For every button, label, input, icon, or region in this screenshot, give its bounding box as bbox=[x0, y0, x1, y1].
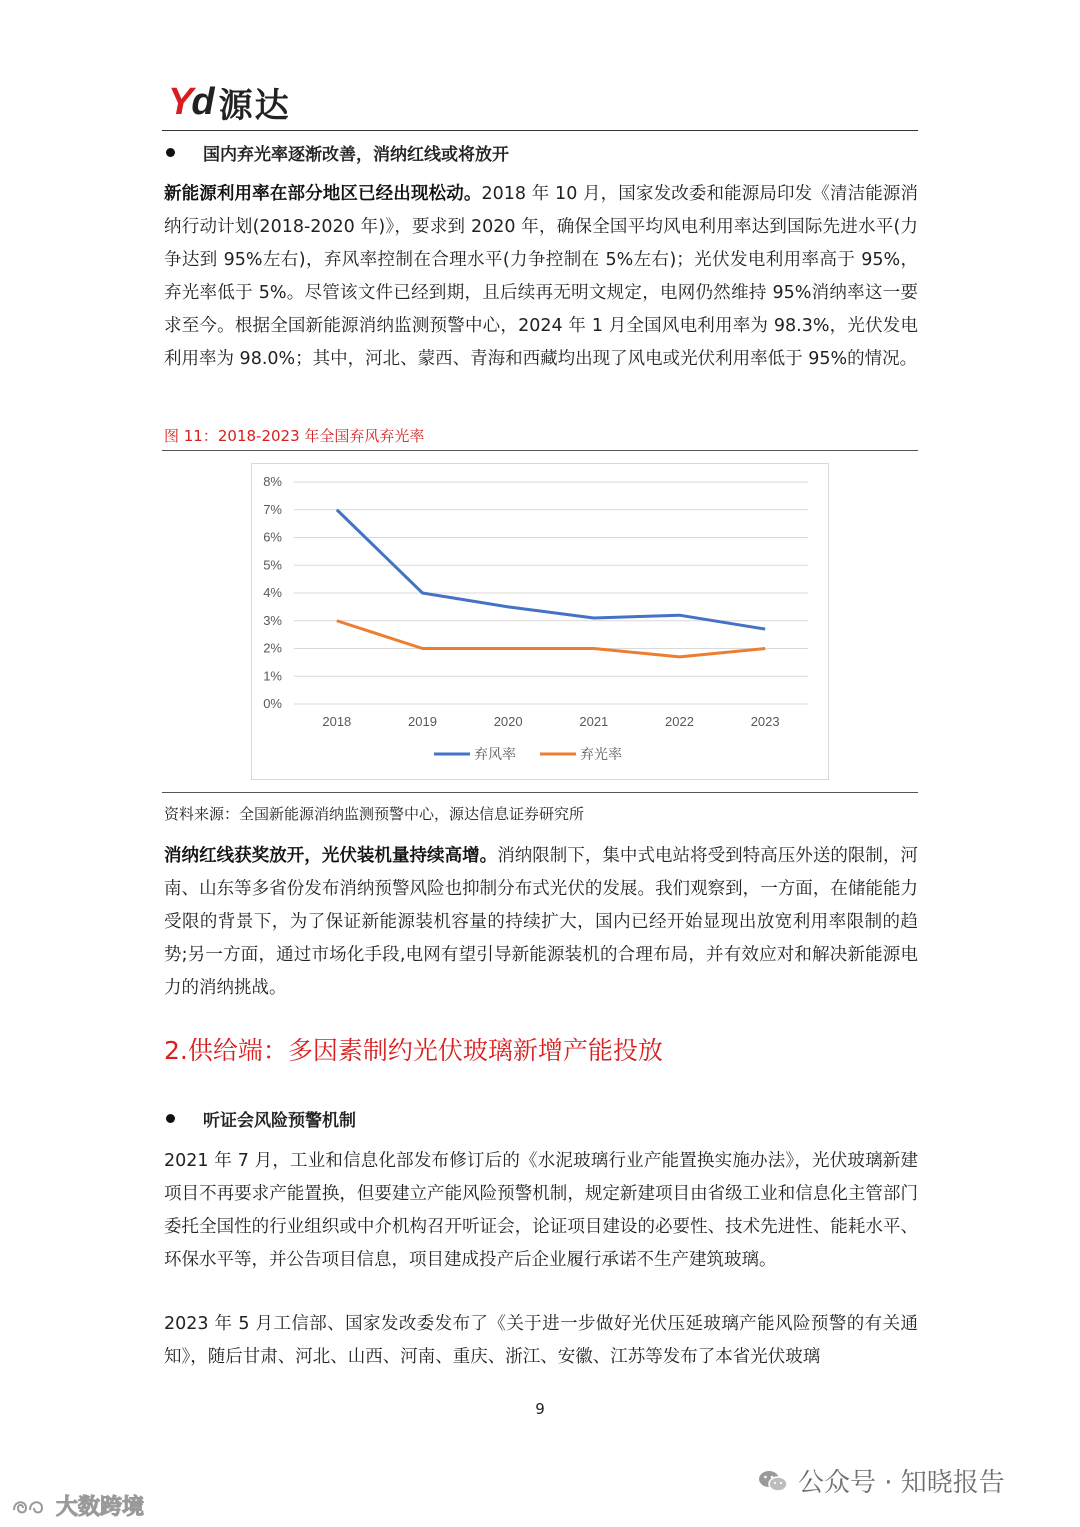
x-tick-label: 2023 bbox=[750, 714, 780, 729]
x-tick-label: 2020 bbox=[493, 714, 523, 729]
series-line-0 bbox=[337, 510, 765, 629]
paragraph-capacity-replacement: 2021 年 7 月，工业和信息化部发布修订后的《水泥玻璃行业产能置换实施办法》，光伏玻璃新建项目不再要求产能置换，但要建立产能风险预警机制，规定新建项目由省级工业和信息化主管部门委托全国性的行业组织或中介机构召开听证会，论证项目建设的必要性、技术先进性、能耗水平、环保水平等，并公告项目信息，项目建成投产后企业履行承诺不生产建筑玻璃。 bbox=[164, 1151, 918, 1270]
x-tick-label: 2022 bbox=[665, 714, 694, 729]
paragraph-utilization: 新能源利用率在部分地区已经出现松动。2018 年 10 月，国家发改委和能源局印发《清洁能源消纳行动计划(2018-2020 年)》，要求到 2020 年，确保全国平均风电利用率达到国际先进水平(力争达到 95%左右)，弃风率控制在合理水平(力争控制在 5%左右)；光伏发电利用率高于 95%，弃光率低于 5%。尽管该文件已经到期，且后续再无明文规定，电网仍然维持 95%消纳率这一要求至今。根据全国新能源消纳监测预警中心，2024 年 1 月全国风电利用率为 98.3%，光伏发电利用率为 98.0%；其中，河北、蒙西、青海和西藏均出现了风电或光伏利用率低于 95%的情况。 bbox=[164, 184, 919, 369]
figure-bottom-rule bbox=[162, 792, 918, 793]
x-tick-label: 2018 bbox=[322, 714, 352, 729]
figure-caption: 图 11：2018-2023 年全国弃风弃光率 bbox=[164, 427, 425, 445]
chart-svg bbox=[252, 464, 828, 779]
watermark-source: 大数跨境 bbox=[10, 1490, 144, 1521]
y-tick-label: 5% bbox=[263, 557, 282, 573]
y-tick-label: 8% bbox=[263, 474, 282, 489]
y-tick-label: 4% bbox=[263, 585, 282, 600]
figure-top-rule bbox=[162, 450, 918, 451]
bullet-dot-icon bbox=[166, 148, 175, 157]
x-tick-label: 2019 bbox=[408, 714, 437, 729]
page-number: 9 bbox=[535, 1400, 545, 1418]
section-title-supply: 2.供给端：多因素制约光伏玻璃新增产能投放 bbox=[164, 1036, 663, 1065]
spiral-icon bbox=[10, 1494, 50, 1518]
figure-source: 资料来源：全国新能源消纳监测预警中心，源达信息证券研究所 bbox=[164, 805, 585, 823]
wechat-icon bbox=[758, 1469, 788, 1493]
y-tick-label: 1% bbox=[263, 668, 282, 684]
series-line-1 bbox=[337, 621, 765, 657]
company-logo bbox=[168, 80, 291, 124]
bullet-dot-icon bbox=[166, 1114, 175, 1123]
legend-label: 弃光率 bbox=[580, 747, 622, 763]
y-tick-label: 2% bbox=[263, 640, 282, 656]
logo-text: 源达 bbox=[218, 85, 291, 126]
bullet-heading-hearing: 听证会风险预警机制 bbox=[164, 1106, 356, 1131]
paragraph-risk-warning: 2023 年 5 月工信部、国家发改委发布了《关于进一步做好光伏压延玻璃产能风险预警的有关通知》，随后甘肃、河北、山西、河南、重庆、浙江、安徽、江苏等发布了本省光伏玻璃 bbox=[164, 1314, 918, 1367]
bullet-heading-curtailment: 国内弃光率逐渐改善，消纳红线或将放开 bbox=[164, 140, 509, 165]
paragraph-red-line: 消纳红线获奖放开，光伏装机量持续高增。消纳限制下，集中式电站将受到特高压外送的限制，河南、山东等多省份发布消纳预警风险也抑制分布式光伏的发展。我们观察到，一方面，在储能能力受限的背景下，为了保证新能源装机容量的持续扩大，国内已经开始显现出放宽利用率限制的趋势;另一方面，通过市场化手段,电网有望引导新能源装机的合理布局，并有效应对和解决新能源电力的消纳挑战。 bbox=[164, 846, 919, 998]
legend-label: 弃风率 bbox=[474, 747, 516, 763]
y-tick-label: 3% bbox=[263, 612, 282, 628]
curtailment-line-chart bbox=[251, 463, 829, 780]
y-tick-label: 7% bbox=[263, 501, 282, 517]
logo-mark: Yd bbox=[168, 80, 213, 123]
y-tick-label: 0% bbox=[263, 696, 282, 711]
watermark-wechat: 公众号 · 知晓报告 bbox=[758, 1462, 1005, 1499]
header-divider bbox=[162, 130, 918, 131]
y-tick-label: 6% bbox=[263, 529, 282, 545]
x-tick-label: 2021 bbox=[579, 714, 609, 729]
